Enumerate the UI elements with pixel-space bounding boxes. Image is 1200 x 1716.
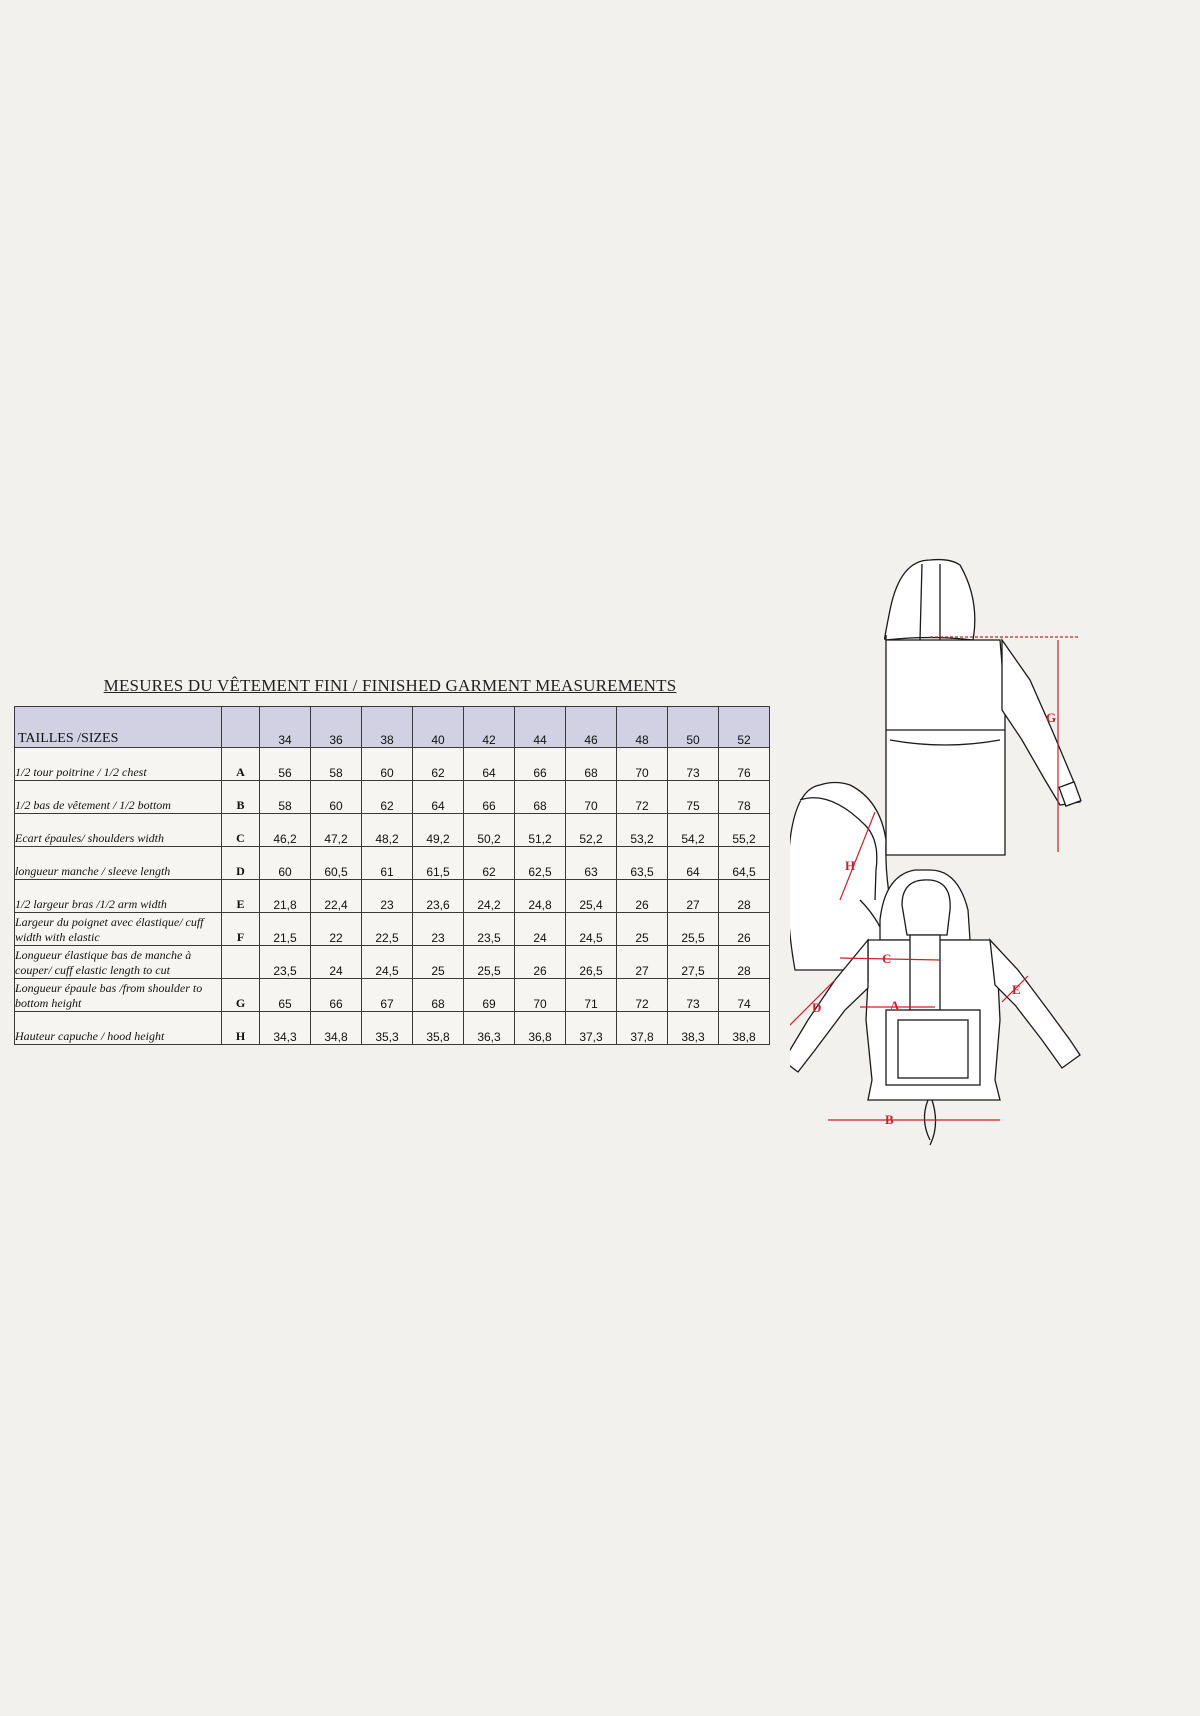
table-cell: 64 (413, 781, 464, 814)
table-row (15, 748, 770, 781)
table-cell: 26 (515, 946, 566, 979)
row-label: 1/2 bas de vêtement / 1/2 bottom (15, 781, 222, 814)
table-cell: 21,8 (260, 880, 311, 913)
table-cell: 60 (362, 748, 413, 781)
page-title: MESURES DU VÊTEMENT FINI / FINISHED GARMENT MEASUREMENTS (103, 676, 677, 695)
row-code: E (222, 880, 260, 913)
table-cell: 67 (362, 979, 413, 1012)
table-cell: 70 (617, 748, 668, 781)
table-cell: 58 (260, 781, 311, 814)
table-cell: 70 (566, 781, 617, 814)
table-cell: 64,5 (719, 847, 770, 880)
back-body (886, 640, 1005, 855)
row-label: Largeur du poignet avec élastique/ cuff width with elastic (15, 913, 222, 946)
table-cell: 51,2 (515, 814, 566, 847)
table-cell: 48,2 (362, 814, 413, 847)
table-cell: 23 (413, 913, 464, 946)
table-row (15, 847, 770, 880)
label-a: A (890, 998, 900, 1013)
table-cell: 63,5 (617, 847, 668, 880)
table-cell: 23,5 (260, 946, 311, 979)
row-code: B (222, 781, 260, 814)
table-cell: 35,8 (413, 1012, 464, 1045)
table-row (15, 946, 770, 979)
table-cell: 47,2 (311, 814, 362, 847)
row-label: Hauteur capuche / hood height (15, 1012, 222, 1045)
row-label: Longueur élastique bas de manche à couper/ cuff elastic length to cut (15, 946, 222, 979)
label-d: D (812, 1000, 822, 1015)
table-cell: 66 (464, 781, 515, 814)
table-cell: 22,5 (362, 913, 413, 946)
table-cell: 23 (362, 880, 413, 913)
table-cell: 49,2 (413, 814, 464, 847)
table-cell: 68 (566, 748, 617, 781)
table-cell: 58 (311, 748, 362, 781)
table-cell: 25,5 (464, 946, 515, 979)
size-header-38: 38 (362, 707, 413, 748)
table-cell: 37,3 (566, 1012, 617, 1045)
table-cell: 25,4 (566, 880, 617, 913)
table-cell: 60 (311, 781, 362, 814)
table-cell: 54,2 (668, 814, 719, 847)
table-cell: 73 (668, 979, 719, 1012)
table-cell: 61,5 (413, 847, 464, 880)
table-cell: 60 (260, 847, 311, 880)
table-cell: 75 (668, 781, 719, 814)
label-b: B (885, 1112, 894, 1127)
front-face-opening (902, 880, 950, 935)
table-cell: 36,3 (464, 1012, 515, 1045)
size-header-36: 36 (311, 707, 362, 748)
table-cell: 62,5 (515, 847, 566, 880)
row-label: Longueur épaule bas /from shoulder to bottom height (15, 979, 222, 1012)
label-h: H (845, 858, 856, 873)
table-row (15, 1012, 770, 1045)
table-row (15, 781, 770, 814)
table-row (15, 913, 770, 946)
table-cell: 24,2 (464, 880, 515, 913)
size-header-50: 50 (668, 707, 719, 748)
row-code: A (222, 748, 260, 781)
table-cell: 62 (464, 847, 515, 880)
table-cell: 64 (464, 748, 515, 781)
table-cell: 34,8 (311, 1012, 362, 1045)
table-cell: 63 (566, 847, 617, 880)
table-cell: 56 (260, 748, 311, 781)
table-cell: 71 (566, 979, 617, 1012)
table-cell: 74 (719, 979, 770, 1012)
table-cell: 21,5 (260, 913, 311, 946)
row-code: C (222, 814, 260, 847)
size-header-46: 46 (566, 707, 617, 748)
table-cell: 28 (719, 880, 770, 913)
table-row (15, 880, 770, 913)
table-cell: 68 (413, 979, 464, 1012)
row-label: Ecart épaules/ shoulders width (15, 814, 222, 847)
table-cell: 62 (362, 781, 413, 814)
table-cell: 25 (617, 913, 668, 946)
back-sleeve (1002, 640, 1080, 805)
size-header-44: 44 (515, 707, 566, 748)
table-header-row (15, 707, 770, 748)
table-cell: 66 (515, 748, 566, 781)
table-cell: 23,6 (413, 880, 464, 913)
table-cell: 24 (515, 913, 566, 946)
row-label: 1/2 tour poitrine / 1/2 chest (15, 748, 222, 781)
row-label: 1/2 largeur bras /1/2 arm width (15, 880, 222, 913)
table-cell: 66 (311, 979, 362, 1012)
garment-diagram (790, 540, 1110, 1180)
measurements-table (14, 706, 770, 1045)
table-cell: 50,2 (464, 814, 515, 847)
row-code: D (222, 847, 260, 880)
table-cell: 64 (668, 847, 719, 880)
size-header-34: 34 (260, 707, 311, 748)
size-header-42: 42 (464, 707, 515, 748)
table-cell: 38,8 (719, 1012, 770, 1045)
table-cell: 34,3 (260, 1012, 311, 1045)
table-cell: 70 (515, 979, 566, 1012)
table-cell: 35,3 (362, 1012, 413, 1045)
table-cell: 24,5 (362, 946, 413, 979)
label-e: E (1012, 982, 1021, 997)
table-cell: 73 (668, 748, 719, 781)
table-cell: 27 (668, 880, 719, 913)
table-cell: 26,5 (566, 946, 617, 979)
size-header-48: 48 (617, 707, 668, 748)
table-cell: 23,5 (464, 913, 515, 946)
table-cell: 61 (362, 847, 413, 880)
row-code: F (222, 913, 260, 946)
table-cell: 36,8 (515, 1012, 566, 1045)
front-right-sleeve (990, 940, 1080, 1068)
table-cell: 46,2 (260, 814, 311, 847)
table-cell: 22 (311, 913, 362, 946)
garment-flat-sketch (790, 540, 1110, 1180)
back-hood (885, 560, 975, 640)
table-cell: 72 (617, 781, 668, 814)
table-cell: 52,2 (566, 814, 617, 847)
table-cell: 24 (311, 946, 362, 979)
table-cell: 60,5 (311, 847, 362, 880)
size-header-40: 40 (413, 707, 464, 748)
table-row (15, 814, 770, 847)
table-cell: 72 (617, 979, 668, 1012)
table-cell: 24,8 (515, 880, 566, 913)
table-cell: 78 (719, 781, 770, 814)
sizes-header-label: TAILLES /SIZES (15, 707, 222, 748)
table-cell: 37,8 (617, 1012, 668, 1045)
row-code: G (222, 979, 260, 1012)
table-cell: 22,4 (311, 880, 362, 913)
table-cell: 53,2 (617, 814, 668, 847)
table-cell: 62 (413, 748, 464, 781)
label-g: G (1046, 710, 1057, 725)
table-cell: 24,5 (566, 913, 617, 946)
table-cell: 76 (719, 748, 770, 781)
table-cell: 28 (719, 946, 770, 979)
table-cell: 27,5 (668, 946, 719, 979)
row-code: H (222, 1012, 260, 1045)
table-cell: 38,3 (668, 1012, 719, 1045)
table-row (15, 979, 770, 1012)
table-cell: 26 (719, 913, 770, 946)
table-cell: 26 (617, 880, 668, 913)
letter-header (222, 707, 260, 748)
table-cell: 27 (617, 946, 668, 979)
row-code (222, 946, 260, 979)
size-header-52: 52 (719, 707, 770, 748)
table-cell: 55,2 (719, 814, 770, 847)
front-placket (910, 935, 940, 1010)
table-cell: 65 (260, 979, 311, 1012)
table-cell: 25,5 (668, 913, 719, 946)
table-cell: 25 (413, 946, 464, 979)
row-label: longueur manche / sleeve length (15, 847, 222, 880)
label-c: C (882, 951, 892, 966)
table-cell: 69 (464, 979, 515, 1012)
table-cell: 68 (515, 781, 566, 814)
